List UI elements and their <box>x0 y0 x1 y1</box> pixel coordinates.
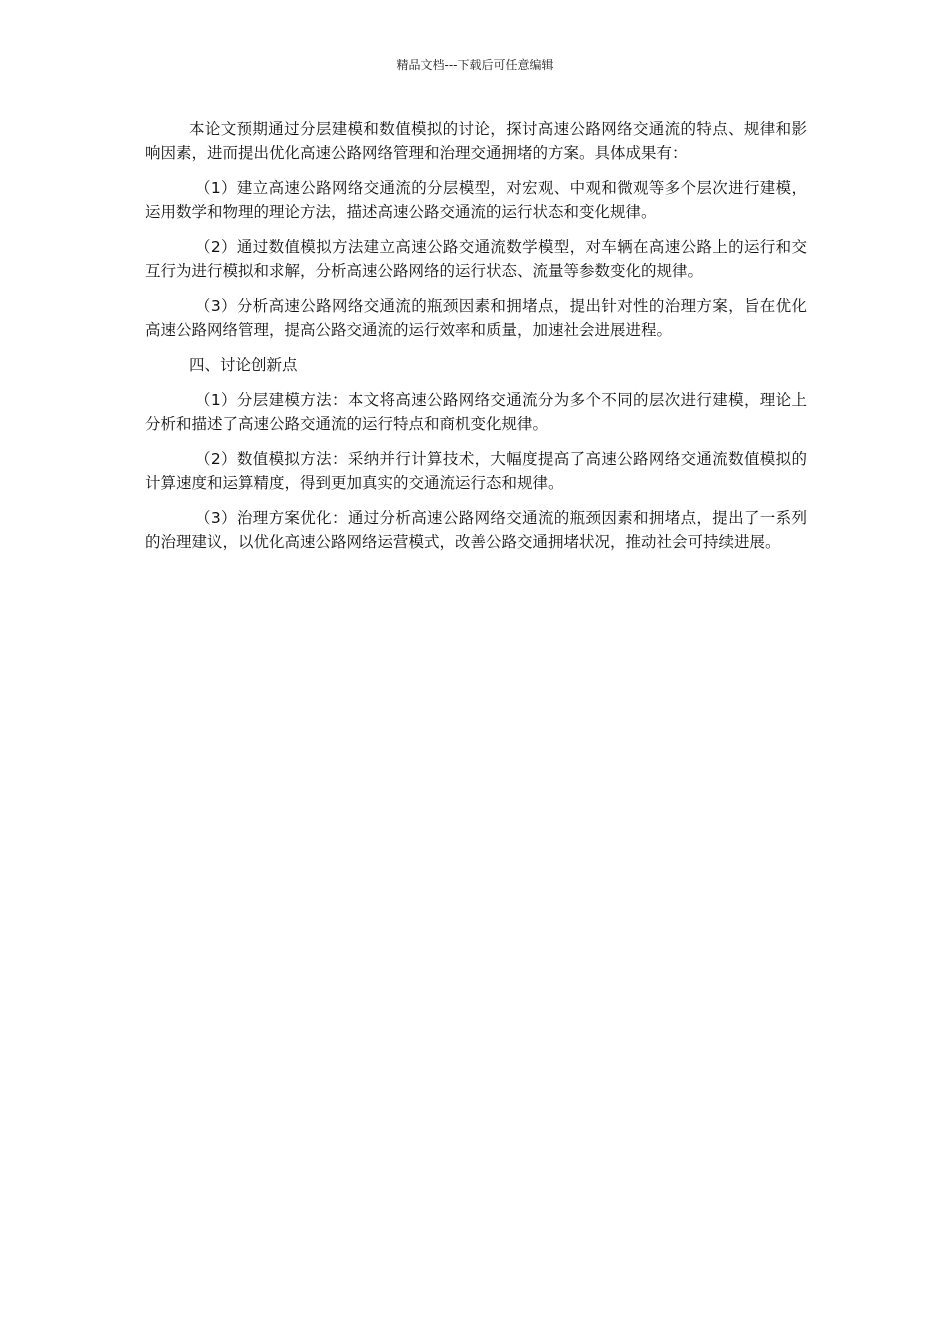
result-item-3: （3）分析高速公路网络交通流的瓶颈因素和拥堵点，提出针对性的治理方案，旨在优化高速公路网络管理，提高公路交通流的运行效率和质量，加速社会进展进程。 <box>145 297 807 339</box>
innovation-item-1: （1）分层建模方法：本文将高速公路网络交通流分为多个不同的层次进行建模，理论上分析和描述了高速公路交通流的运行特点和商机变化规律。 <box>145 391 807 433</box>
result-item-2: （2）通过数值模拟方法建立高速公路交通流数学模型，对车辆在高速公路上的运行和交互行为进行模拟和求解，分析高速公路网络的运行状态、流量等参数变化的规律。 <box>145 238 807 280</box>
page-header: 精品文档---下载后可任意编辑 <box>396 58 554 72</box>
document-body <box>145 117 807 565</box>
innovation-item-3: （3）治理方案优化：通过分析高速公路网络交通流的瓶颈因素和拥堵点，提出了一系列的治理建议，以优化高速公路网络运营模式，改善公路交通拥堵状况，推动社会可持续进展。 <box>145 509 807 551</box>
intro-paragraph: 本论文预期通过分层建模和数值模拟的讨论，探讨高速公路网络交通流的特点、规律和影响因素，进而提出优化高速公路网络管理和治理交通拥堵的方案。具体成果有： <box>145 120 807 162</box>
result-item-1: （1）建立高速公路网络交通流的分层模型，对宏观、中观和微观等多个层次进行建模，运用数学和物理的理论方法，描述高速公路交通流的运行状态和变化规律。 <box>145 179 807 221</box>
section-heading-innovation: 四、讨论创新点 <box>189 356 298 374</box>
innovation-item-2: （2）数值模拟方法：采纳并行计算技术，大幅度提高了高速公路网络交通流数值模拟的计算速度和运算精度，得到更加真实的交通流运行态和规律。 <box>145 450 807 492</box>
